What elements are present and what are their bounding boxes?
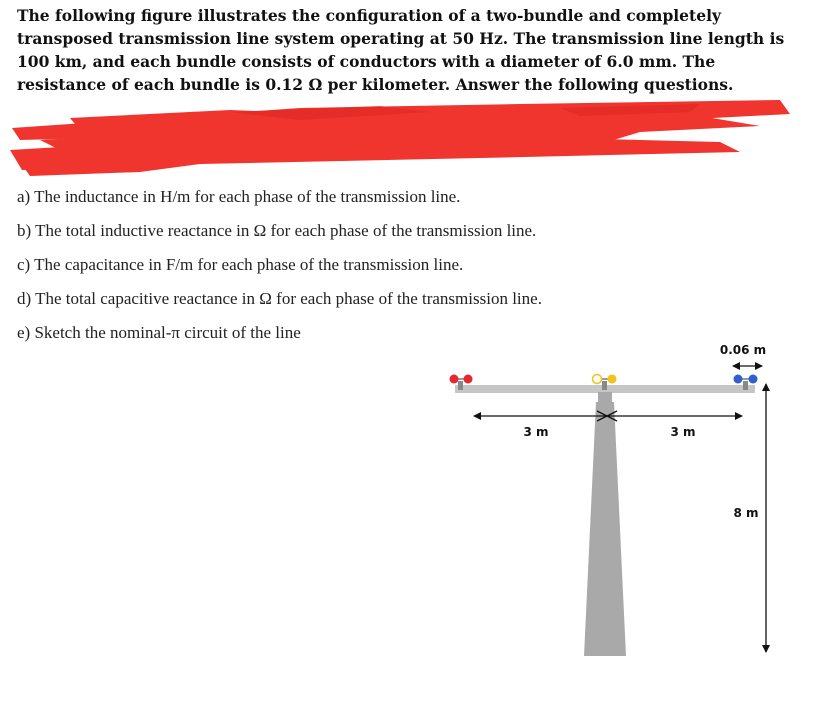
left-span-label: 3 m bbox=[523, 425, 549, 439]
problem-intro: The following figure illustrates the configuration of a two-bundle and completely transposed transmission line system operating at 50 Hz. The transmission line length is 100 km, and each bundle consists of conductors with a diameter of 6.0 mm. The resistance of each bundle is 0.12 Ω per kilometer. Answer the following questions. bbox=[17, 6, 785, 94]
question-e: e) Sketch the nominal-π circuit of the line bbox=[17, 323, 301, 342]
insulator-left bbox=[458, 381, 463, 390]
insulator-right bbox=[743, 381, 748, 390]
question-b: b) The total inductive reactance in Ω for each phase of the transmission line. bbox=[17, 221, 537, 240]
height-label: 8 m bbox=[733, 506, 759, 520]
conductor-phase-c-1 bbox=[734, 375, 743, 384]
tower-pole bbox=[584, 402, 626, 656]
question-a: a) The inductance in H/m for each phase of the transmission line. bbox=[17, 187, 461, 206]
question-d: d) The total capacitive reactance in Ω for each phase of the transmission line. bbox=[17, 289, 542, 308]
bundle-spacing-label: 0.06 m bbox=[719, 343, 767, 357]
conductor-phase-a-2 bbox=[464, 375, 473, 384]
right-span-label: 3 m bbox=[670, 425, 696, 439]
question-c: c) The capacitance in F/m for each phase of the transmission line. bbox=[17, 255, 464, 274]
conductor-phase-a-1 bbox=[450, 375, 459, 384]
crossarm-bracket bbox=[598, 392, 612, 406]
conductor-phase-b-2 bbox=[608, 375, 617, 384]
conductor-phase-b-1 bbox=[593, 375, 602, 384]
conductor-phase-c-2 bbox=[749, 375, 758, 384]
insulator-middle bbox=[602, 381, 607, 390]
